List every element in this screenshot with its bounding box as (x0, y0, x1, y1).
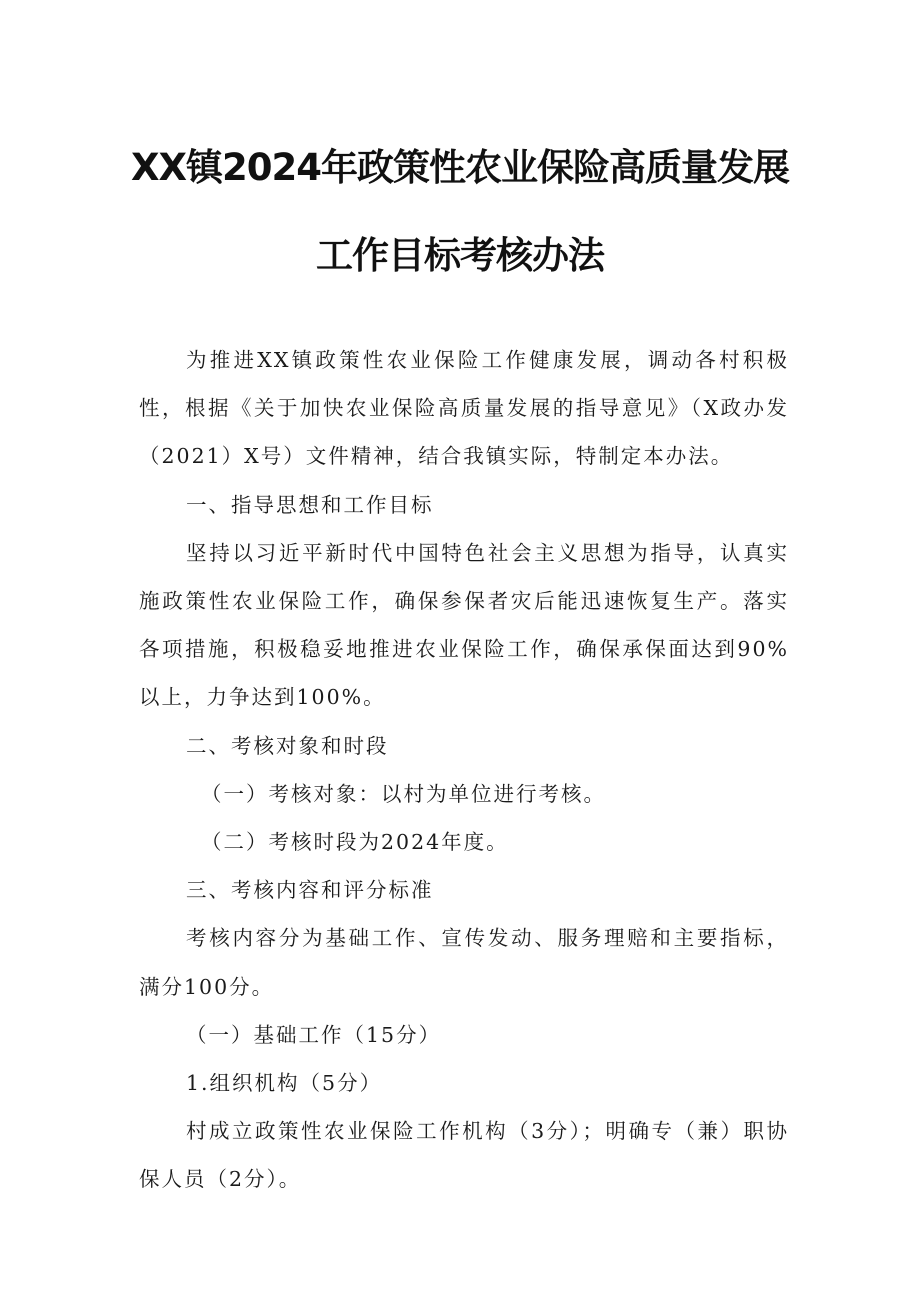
section-heading-3: 三、考核内容和评分标准 (186, 878, 434, 903)
title-suffix: 年政策性农业保险高质量发展 (321, 146, 790, 189)
intro-paragraph: 为推进XX镇政策性农业保险工作健康发展，调动各村积极性，根据《关于加快农业保险高质量发展的指导意见》（X政办发（2021）X号）文件精神，结合我镇实际，特制定本办法。 (139, 348, 789, 469)
document-title-line-1 (0, 137, 920, 191)
section-heading-2: 二、考核对象和时段 (186, 733, 389, 758)
title-prefix: XX (130, 146, 187, 189)
document-title-line-2: 工作目标考核办法 (316, 234, 604, 277)
guiding-paragraph: 坚持以习近平新时代中国特色社会主义思想为指导，认真实施政策性农业保险工作，确保参保者灾后能迅速恢复生产。落实各项措施，积极稳妥地推进农业保险工作，确保承保面达到90%以上，力争达到100%。 (139, 540, 789, 710)
subsection-period: （二）考核时段为2024年度。 (201, 830, 509, 855)
organization-paragraph: 村成立政策性农业保险工作机构（3分）；明确专（兼）职协保人员（2分）。 (139, 1119, 789, 1192)
subsection-object: （一）考核对象：以村为单位进行考核。 (201, 781, 606, 806)
section-heading-1: 一、指导思想和工作目标 (186, 492, 434, 517)
title-year: 2024 (222, 146, 322, 189)
title-town: 镇 (186, 146, 223, 189)
content-paragraph: 考核内容分为基础工作、宣传发动、服务理赔和主要指标，满分100分。 (139, 926, 789, 999)
document-body (139, 336, 789, 1204)
subsection-basic-work: （一）基础工作（15分） (186, 1022, 442, 1047)
item-organization: 1.组织机构（5分） (186, 1071, 383, 1096)
